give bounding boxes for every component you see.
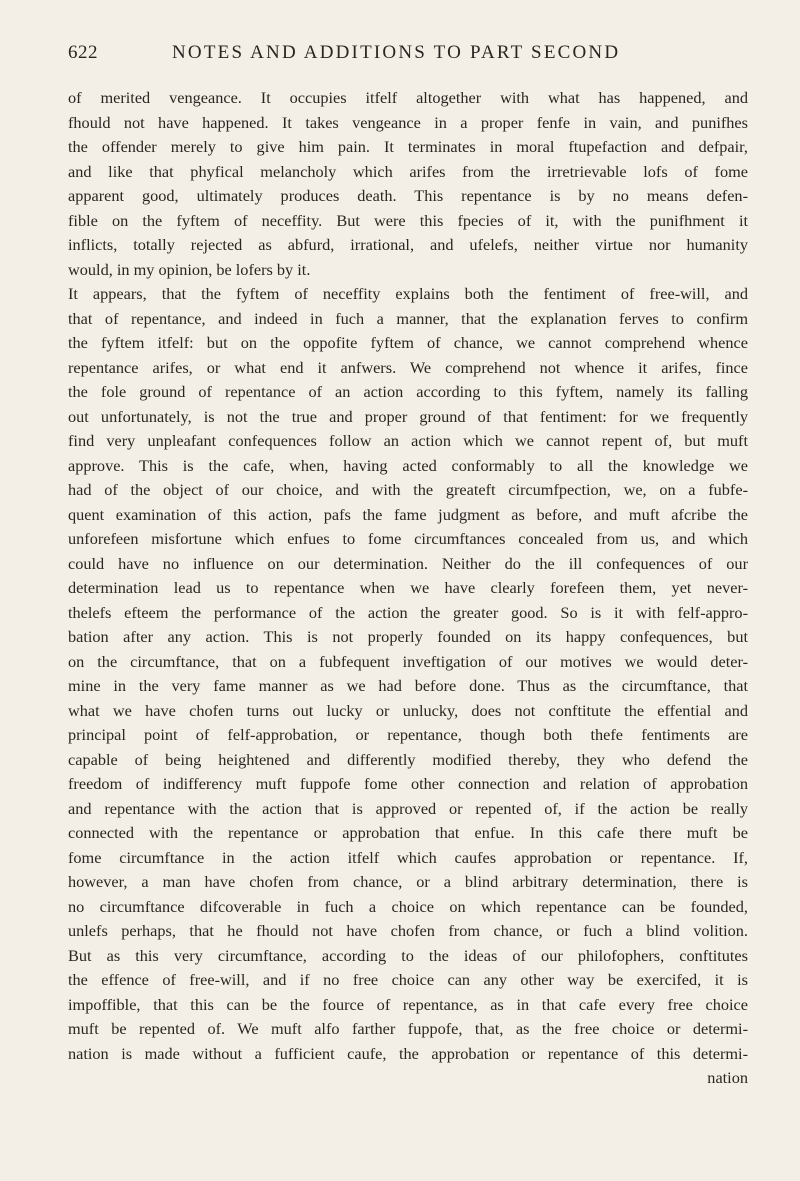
text-line: But as this very circumftance, according to the ideas of our philofophers, conftitutes xyxy=(68,945,748,965)
text-line: the fole ground of repentance of an action according to this fyftem, namely its falling xyxy=(68,382,748,401)
text-line: principal point of felf-approbation, or repentance, though both thefe fentiments are xyxy=(68,725,748,744)
running-title: NOTES AND ADDITIONS TO PART SECOND xyxy=(172,42,621,63)
text-line: find very unpleafant confequences follow an action which we cannot repent of, but muft xyxy=(68,431,748,450)
text-line: unlefs perhaps, that he fhould not have chofen from chance, or fuch a blind volition. xyxy=(68,921,748,940)
text-line: the offender merely to give him pain. It terminates in moral ftupefaction and defpair, xyxy=(68,137,748,156)
text-line: mine in the very fame manner as we had before done. Thus as the circumftance, that xyxy=(68,676,748,695)
text-line: freedom of indifferency muft fuppofe fome other connection and relation of approbation xyxy=(68,774,748,793)
text-line: what we have chofen turns out lucky or unlucky, does not conftitute the effential and xyxy=(68,700,748,720)
catchword: nation xyxy=(707,1068,748,1087)
text-line: apparent good, ultimately produces death. This repentance is by no means defen- xyxy=(68,186,748,205)
text-line: It appears, that the fyftem of neceffity explains both the fentiment of free-will, and xyxy=(68,284,748,303)
text-line: and repentance with the action that is approved or repented of, if the action be really xyxy=(68,798,748,818)
text-line: inflicts, totally rejected as abfurd, irrational, and ufelefs, neither virtue nor humanity xyxy=(68,235,748,254)
text-line: and like that phyfical melancholy which arifes from the irretrievable lofs of fome xyxy=(68,161,748,181)
text-line: determination lead us to repentance when we have clearly forefeen them, yet never- xyxy=(68,578,748,597)
text-line: fome circumftance in the action itfelf which caufes approbation or repentance. If, xyxy=(68,847,748,867)
text-line: muft be repented of. We muft alfo farther fuppofe, that, as the free choice or determi- xyxy=(68,1019,748,1038)
body-text xyxy=(68,86,748,1091)
text-line: could have no influence on our determination. Neither do the ill confequences of our xyxy=(68,553,748,573)
running-head xyxy=(68,42,746,72)
text-line: on the circumftance, that on a fubfequent inveftigation of our motives we would deter- xyxy=(68,651,748,671)
text-line: approve. This is the cafe, when, having acted conformably to all the knowledge we xyxy=(68,455,748,475)
text-line: capable of being heightened and differently modified thereby, they who defend the xyxy=(68,749,748,769)
text-line: the effence of free-will, and if no free choice can any other way be exercifed, it is xyxy=(68,970,748,989)
text-line: connected with the repentance or approbation that enfue. In this cafe there muft be xyxy=(68,823,748,842)
text-line: unforefeen misfortune which enfues to fome circumftances concealed from us, and which xyxy=(68,529,748,548)
text-line: fible on the fyftem of neceffity. But were this fpecies of it, with the punifhment it xyxy=(68,210,748,230)
text-line: no circumftance difcoverable in fuch a choice on which repentance can be founded, xyxy=(68,896,748,916)
text-line: had of the object of our choice, and with the greateft circumfpection, we, on a fubfe- xyxy=(68,480,748,499)
text-line: of merited vengeance. It occupies itfelf altogether with what has happened, and xyxy=(68,88,748,107)
text-line: repentance arifes, or what end it anfwers. We comprehend not whence it arifes, fince xyxy=(68,357,748,377)
text-line: that of repentance, and indeed in fuch a manner, that the explanation ferves to confirm xyxy=(68,308,748,328)
text-line: out unfortunately, is not the true and proper ground of that fentiment: for we frequently xyxy=(68,406,748,426)
text-line: the fyftem itfelf: but on the oppofite fyftem of chance, we cannot comprehend whence xyxy=(68,333,748,352)
text-line: nation is made without a fufficient caufe, the approbation or repentance of this determi- xyxy=(68,1043,748,1063)
text-line: thelefs efteem the performance of the action the greater good. So is it with felf-appro- xyxy=(68,602,748,622)
text-line: fhould not have happened. It takes vengeance in a proper fenfe in vain, and punifhes xyxy=(68,112,748,132)
text-line: would, in my opinion, be lofers by it. xyxy=(68,259,311,279)
page-number: 622 xyxy=(68,42,98,63)
text-line: however, a man have chofen from chance, or a blind arbitrary determination, there is xyxy=(68,872,748,891)
text-line: impoffible, that this can be the fource of repentance, as in that cafe every free choice xyxy=(68,994,748,1014)
text-line: bation after any action. This is not properly founded on its happy confequences, but xyxy=(68,627,748,646)
text-line: quent examination of this action, pafs the fame judgment as before, and muft afcribe the xyxy=(68,504,748,524)
